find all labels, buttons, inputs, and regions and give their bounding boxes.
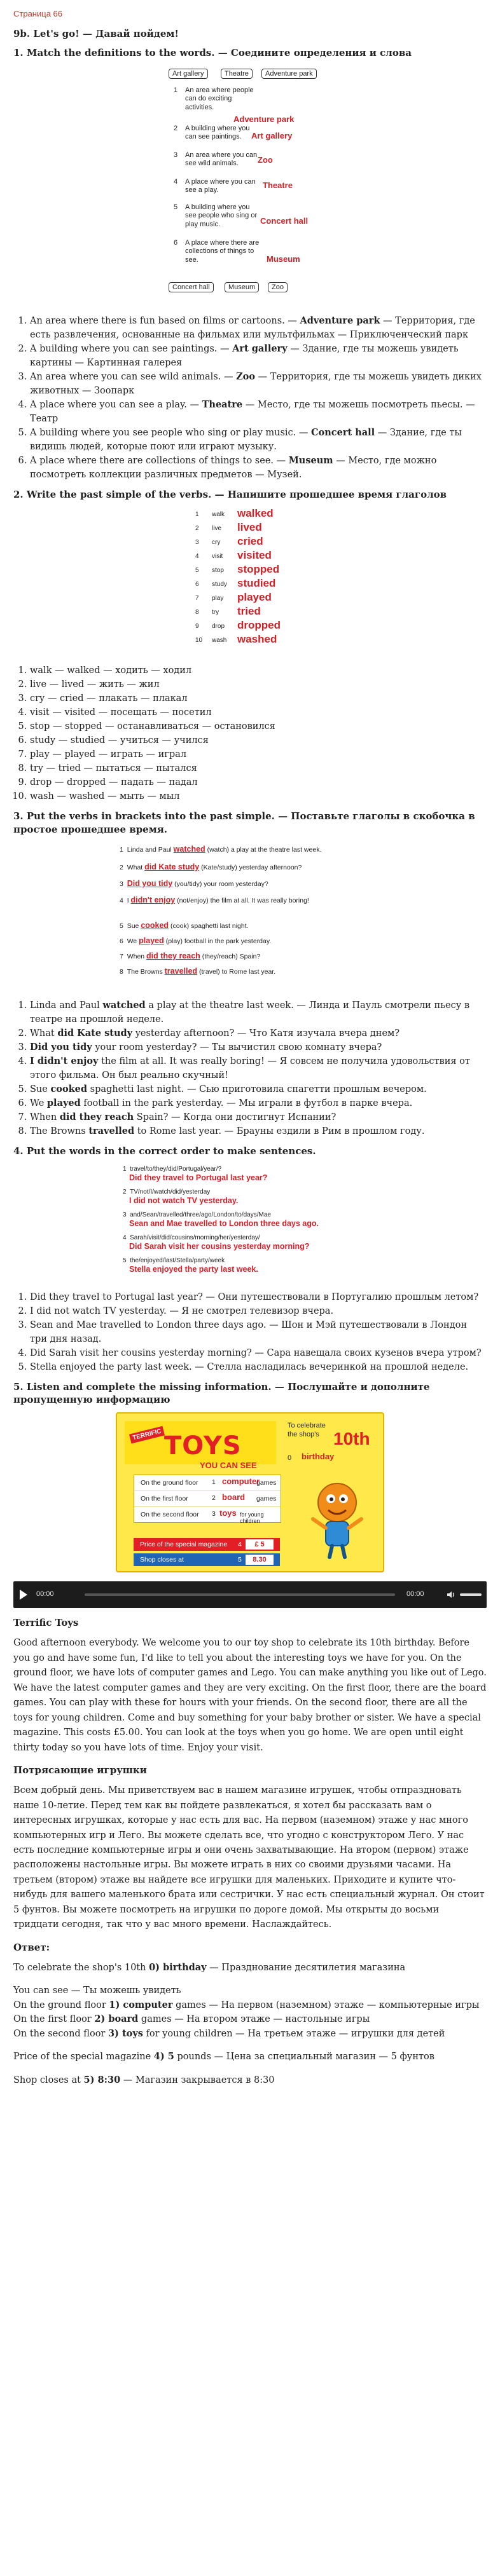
ex1-chip: Theatre	[221, 69, 253, 79]
ex1-chip: Adventure park	[261, 69, 317, 79]
ex1-answer: Art gallery	[251, 130, 293, 140]
audio-current-time: 00:00	[36, 1590, 54, 1598]
list-item: 5. stop — stopped — останавливаться — остановился	[30, 719, 487, 733]
ex1-num: 6	[174, 238, 178, 247]
list-item: 4. Did Sarah visit her cousins yesterday morning? — Сара навещала своих кузенов вчера утром?	[30, 1346, 487, 1360]
ex4-prompt: 4 Sarah/visit/did/cousins/morning/her/yesterday/	[123, 1234, 260, 1241]
ex3-answers	[13, 998, 487, 1138]
list-item: 4. I didn't enjoy the film at all. It was really boring! — Я совсем не получила удовольствия от этого фильма. Он был реально скучный!	[30, 1054, 487, 1082]
ex1-chip: Art gallery	[169, 69, 208, 79]
ex2-row: 3 cry cried	[195, 535, 263, 548]
answer-line: On the first floor 2) board games — На втором этаже — настольные игры	[13, 2014, 370, 2025]
ex2-row: 1 walk walked	[195, 507, 274, 520]
list-item: 1. An area where there is fun based on films or cartoons. — Adventure park — Территория, где есть развлечения, основанные на фильмах или мультфильмах — Приключенческий парк	[30, 314, 487, 342]
ex1-answer: Adventure park	[233, 114, 295, 124]
ex4-answer: Did Sarah visit her cousins yesterday morning?	[129, 1241, 310, 1251]
script-text-ru: Всем добрый день. Мы приветствуем вас в нашем магазине игрушек, чтобы отпраздновать наше 10-летие. Перед тем как вы пойдете развлекаться, я хотел бы рассказать вам о интересных игрушках, которые у нас есть для вас. На первом (наземном) этаже у нас много компьютерных игр и Лего. Вы можете сделать все, что угодно с конструктором Лего. У нас есть последние компьютерные игры и они очень захватывающие. На втором (первом) этаже расположены настольные игры. Вы можете играть в них со своими друзьями часами. На третьем (втором) этаже вы найдете все игрушки для маленьких. Приходите и купите что-нибудь для вашего маленького брата или сестрички. У нас есть специальный журнал. Он стоит 5 фунтов. Вы можете посмотреть на игрушки по дороге домой. Мы открыты до восьми тридцати сегодня, так что у вас много времени. Наслаждайтесь.	[13, 1785, 485, 1930]
ex1-title: 1. Match the definitions to the words. — Соедините определения и слова	[13, 47, 412, 59]
ex4-prompt: 1 travel/to/they/did/Portugal/year/?	[123, 1165, 222, 1173]
terrific-label: TERRIFIC	[129, 1426, 165, 1444]
tenth-label: 10th	[333, 1429, 370, 1449]
you-can-see-label: YOU CAN SEE	[200, 1461, 257, 1471]
ex3-title: 3. Put the verbs in brackets into the past simple. — Поставьте глаголы в скобочка в простое прошедшее время.	[13, 810, 475, 835]
ex1-answer: Concert hall	[260, 215, 309, 226]
audio-duration: 00:00	[406, 1590, 424, 1598]
ex2-title: 2. Write the past simple of the verbs. — Напишите прошедшее время глаголов	[13, 488, 447, 500]
ex1-answer: Theatre	[263, 180, 293, 190]
list-item: 2. What did Kate study yesterday afternoon? — Что Катя изучала вчера днем?	[30, 1026, 487, 1040]
ex1-num: 4	[174, 177, 178, 186]
answer-line: Price of the special magazine 4) 5 pounds — Цена за специальный магазин — 5 фунтов	[13, 2051, 434, 2062]
answer-line: Shop closes at 5) 8:30 — Магазин закрывается в 8:30	[13, 2074, 275, 2085]
ex4-answers	[13, 1290, 487, 1374]
ex3-line: 5 Sue cooked (cook) spaghetti last night.	[120, 920, 249, 930]
list-item: 7. When did they reach Spain? — Когда они достигнут Испании?	[30, 1110, 487, 1124]
answer-line: To celebrate the shop's 10th 0) birthday — Празднование десятилетия магазина	[13, 1961, 406, 1973]
toy-mascot-icon	[305, 1477, 369, 1560]
ex4-prompt: 5 the/enjoyed/last/Stella/party/week	[123, 1257, 225, 1264]
list-item: 9. drop — dropped — падать — падал	[30, 775, 487, 789]
list-item: 10. wash — washed — мыть — мыл	[30, 789, 487, 803]
ex4-answer: Sean and Mae travelled to London three days ago.	[129, 1218, 319, 1228]
list-item: 5. Stella enjoyed the party last week. — Стелла насладилась вечеринкой на прошлой неделе.	[30, 1360, 487, 1374]
volume-icon[interactable]	[446, 1590, 456, 1600]
ex4-prompt: 3 and/Sean/travelled/three/ago/London/to/days/Mae	[123, 1211, 271, 1218]
celebrate-label: To celebrate the shop's	[288, 1422, 326, 1439]
ex2-answers	[13, 664, 487, 803]
answer-line: On the ground floor 1) computer games — На первом (наземном) этаже — компьютерные игры	[13, 1999, 480, 2010]
ex1-item: A place where there are collections of things to see.	[185, 238, 260, 264]
ex2-row: 6 study studied	[195, 577, 276, 590]
ex2-figure	[186, 507, 314, 655]
final-answers	[13, 1961, 487, 2087]
list-item: 6. We played football in the park yesterday. — Мы играли в футбол в парке вчера.	[30, 1096, 487, 1110]
ex1-chip: Museum	[225, 282, 259, 292]
ex1-item: A building where you see people who sing or play music.	[185, 203, 258, 228]
ex3-line: 6 We played (play) football in the park yesterday.	[120, 936, 272, 945]
list-item: 3. Sean and Mae travelled to London three days ago. — Шон и Мэй путешествовали в Лондон три дня назад.	[30, 1318, 487, 1346]
list-item: 3. Did you tidy your room yesterday? — Ты вычистил свою комнату вчера?	[30, 1040, 487, 1054]
ex3-line: 3 Did you tidy (you/tidy) your room yesterday?	[120, 878, 268, 888]
list-item: 8. The Browns travelled to Rome last year. — Брауны ездили в Рим в прошлом году.	[30, 1124, 487, 1138]
ex5-figure	[116, 1412, 384, 1572]
price-row: Price of the special magazine 4 £ 5	[134, 1538, 280, 1551]
page-label[interactable]: Страница 66	[13, 9, 62, 18]
list-item: 5. A building where you see people who sing or play music. — Concert hall — Здание, где ты видишь людей, которые поют или играют музыку.	[30, 426, 487, 454]
list-item: 2. live — lived — жить — жил	[30, 678, 487, 692]
ex2-row: 4 visit visited	[195, 549, 272, 562]
translation-title: Потрясающие игрушки	[13, 1764, 147, 1776]
ex1-answer: Museum	[267, 254, 300, 264]
page	[13, 0, 487, 2087]
ex3-line: 4 I didn't enjoy (not/enjoy) the film at all. It was really boring!	[120, 895, 309, 904]
table-row: On the ground floor 1 computer games	[134, 1475, 281, 1491]
ex1-item: An area where you can see wild animals.	[185, 151, 258, 168]
ex1-item: A place where you can see a play.	[185, 177, 256, 194]
ex2-row: 10 wash washed	[195, 633, 277, 646]
ex1-item: A building where you can see paintings.	[185, 124, 250, 141]
audio-seek-bar[interactable]	[85, 1593, 395, 1596]
ex2-row: 8 try tried	[195, 605, 261, 618]
list-item: 6. study — studied — учиться — учился	[30, 733, 487, 747]
list-item: 2. I did not watch TV yesterday. — Я не смотрел телевизор вчера.	[30, 1304, 487, 1318]
list-item: 4. visit — visited — посещать — посетил	[30, 705, 487, 719]
list-item: 1. walk — walked — ходить — ходил	[30, 664, 487, 678]
audio-player	[13, 1581, 487, 1608]
list-item: 6. A place where there are collections of things to see. — Museum — Место, где можно посмотреть коллекции различных предметов — Музей.	[30, 454, 487, 482]
list-item: 1. Did they travel to Portugal last year? — Они путешествовали в Португалию прошлым летом?	[30, 1290, 487, 1304]
ex3-figure	[120, 842, 380, 990]
answer-label: Ответ:	[13, 1941, 50, 1953]
birthday-answer: birthday	[302, 1452, 335, 1462]
ex2-row: 5 stop stopped	[195, 563, 280, 576]
list-item: 4. A place where you can see a play. — Theatre — Место, где ты можешь посмотреть пьесы. — Театр	[30, 398, 487, 426]
ex3-line: 1 Linda and Paul watched (watch) a play at the theatre last week.	[120, 844, 322, 854]
table-row: On the second floor 3 toys for young children	[141, 1508, 264, 1525]
ex1-num: 3	[174, 151, 178, 159]
ex1-figure	[167, 66, 333, 305]
ex2-row: 9 drop dropped	[195, 619, 281, 632]
script-title: Terrific Toys	[13, 1617, 79, 1629]
ex1-answer: Zoo	[258, 154, 273, 165]
ex4-prompt: 2 TV/not/I/watch/did/yesterday	[123, 1188, 211, 1196]
answer-line: On the second floor 3) toys for young children — На третьем этаже — игрушки для детей	[13, 2027, 445, 2039]
ex1-chip: Concert hall	[169, 282, 214, 292]
list-item: 1. Linda and Paul watched a play at the theatre last week. — Линда и Пауль смотрели пьесу в театре на прошлой неделе.	[30, 998, 487, 1026]
list-item: 8. try — tried — пытаться — пытался	[30, 761, 487, 775]
ex4-answer: Did they travel to Portugal last year?	[129, 1173, 268, 1182]
script-text-en: Good afternoon everybody. We welcome you to our toy shop to celebrate its 10th birthday. Before you go and have some fun, I'd like to tell you about the interesting toys we have for you. On the ground floor, we have lots of computer games and Lego. You can make anything you like out of Lego. We have the latest computer games and they are very exciting. On the first floor, there are the board games. You can play with these for hours with your friends. On the second floor, there are all the toys for young children. Come and buy something for your baby brother or sister. We have a special magazine. This costs £5.00. You can look at the toys when you go home. We are open until eight thirty today so you have lots of time. Enjoy your visit.	[13, 1638, 487, 1753]
birthday-num: 0	[288, 1454, 292, 1462]
ex3-line: 8 The Browns travelled (travel) to Rome last year.	[120, 966, 276, 976]
toys-banner	[125, 1421, 276, 1471]
ex1-item: An area where people can do exciting activities.	[185, 86, 254, 111]
list-item: 5. Sue cooked spaghetti last night. — Сью приготовила спагетти прошлым вечером.	[30, 1082, 487, 1096]
ex4-answer: Stella enjoyed the party last week.	[129, 1264, 258, 1274]
ex1-num: 1	[174, 86, 178, 94]
list-item: 7. play — played — играть — играл	[30, 747, 487, 761]
play-icon[interactable]	[20, 1590, 27, 1600]
list-item: 3. An area where you can see wild animals. — Zoo — Территория, где ты можешь увидеть диких животных — Зоопарк	[30, 370, 487, 398]
list-item: 3. cry — cried — плакать — плакал	[30, 692, 487, 705]
close-row: Shop closes at 5 8.30	[134, 1553, 280, 1566]
toys-logo: TOYS	[164, 1431, 242, 1461]
ex3-line: 7 When did they reach (they/reach) Spain?	[120, 951, 261, 960]
volume-slider[interactable]	[460, 1593, 482, 1596]
floors-table	[134, 1475, 281, 1523]
ex5-title: 5. Listen and complete the missing information. — Послушайте и дополните пропущенную информацию	[13, 1380, 430, 1405]
ex1-chip: Zoo	[268, 282, 288, 292]
ex3-line: 2 What did Kate study (Kate/study) yesterday afternoon?	[120, 862, 302, 871]
ex2-row: 7 play played	[195, 591, 272, 604]
ex4-answer: I did not watch TV yesterday.	[129, 1196, 239, 1205]
ex2-row: 2 live lived	[195, 521, 262, 534]
ex4-title: 4. Put the words in the correct order to make sentences.	[13, 1145, 316, 1157]
lesson-heading: 9b. Let's go! — Давай пойдем!	[13, 28, 179, 39]
ex1-answers	[13, 314, 487, 482]
list-item: 2. A building where you can see paintings. — Art gallery — Здание, где ты можешь увидеть картины — Картинная галерея	[30, 342, 487, 370]
table-row: On the first floor 2 board games	[134, 1491, 281, 1507]
ex1-num: 2	[174, 124, 178, 132]
ex1-num: 5	[174, 203, 178, 211]
answer-line: You can see — Ты можешь увидеть	[13, 1986, 181, 1996]
ex4-figure	[123, 1164, 377, 1281]
